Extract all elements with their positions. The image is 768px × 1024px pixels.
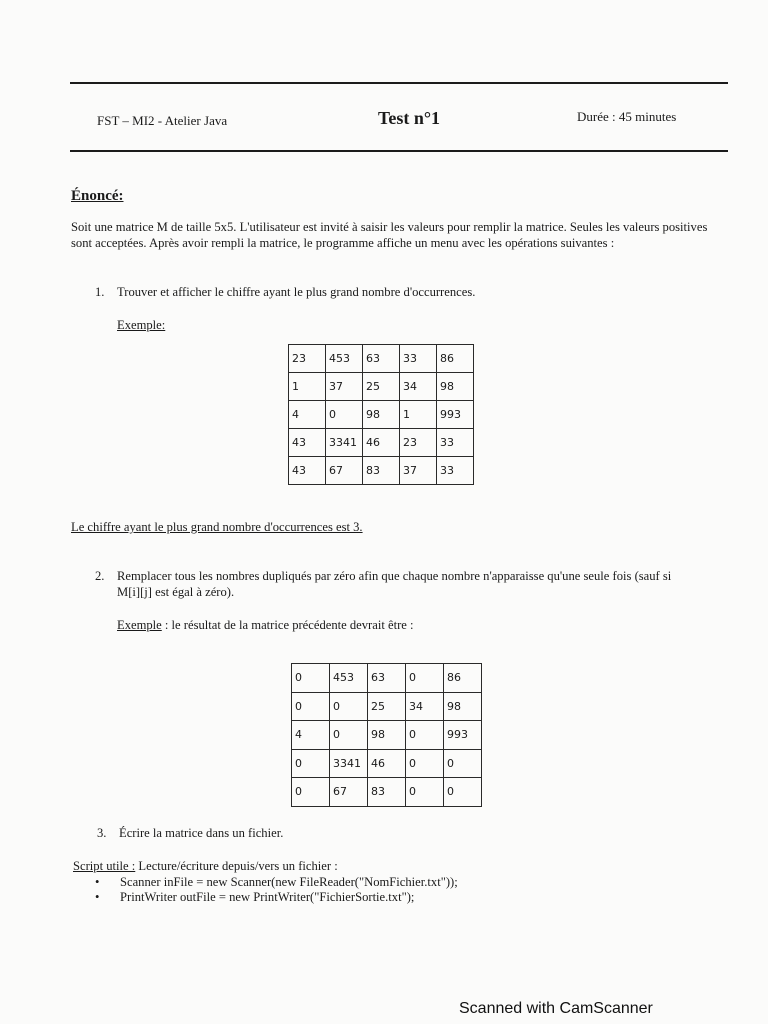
matrix-cell: 98 [444, 692, 482, 721]
code-line: PrintWriter outFile = new PrintWriter("FichierSortie.txt"); [120, 890, 415, 904]
matrix-cell: 0 [406, 749, 444, 778]
example-matrix-input [288, 344, 474, 485]
header-top-rule [70, 82, 728, 84]
matrix-cell: 43 [289, 429, 326, 457]
task-text: Remplacer tous les nombres dupliqués par zéro afin que chaque nombre n'apparaisse qu'une seule fois (sauf si M[i][j] est égal à zéro). [117, 569, 672, 599]
script-label: Script utile : [73, 859, 136, 873]
matrix-row [289, 401, 474, 429]
example-matrix-output [291, 663, 482, 807]
matrix-row [292, 749, 482, 778]
matrix-cell: 34 [406, 692, 444, 721]
matrix-cell: 43 [289, 457, 326, 485]
example-label-1: Exemple: [117, 318, 166, 332]
matrix-cell: 67 [330, 778, 368, 807]
matrix-cell: 33 [437, 429, 474, 457]
matrix-cell: 83 [363, 457, 400, 485]
matrix-row [292, 721, 482, 750]
script-heading [73, 859, 338, 874]
task-number: 2. [95, 569, 105, 583]
matrix-cell: 34 [400, 373, 437, 401]
matrix-cell: 33 [400, 345, 437, 373]
matrix-row [289, 373, 474, 401]
matrix-cell: 25 [363, 373, 400, 401]
matrix-cell: 63 [368, 664, 406, 693]
matrix-cell: 4 [292, 721, 330, 750]
matrix-cell: 0 [330, 721, 368, 750]
matrix-cell: 0 [406, 664, 444, 693]
matrix-cell: 86 [444, 664, 482, 693]
script-description: Lecture/écriture depuis/vers un fichier : [135, 859, 338, 873]
test-duration: Durée : 45 minutes [577, 109, 677, 124]
matrix-row [289, 457, 474, 485]
statement-intro: Soit une matrice M de taille 5x5. L'utilisateur est invité à saisir les valeurs pour remplir la matrice. Seules les valeurs positives sont acceptées. Après avoir rempli la matrice, le programme affiche un menu avec les opérations suivantes : [71, 220, 708, 250]
script-lines [95, 875, 458, 905]
bullet-icon: • [95, 890, 100, 904]
course-name: FST – MI2 - Atelier Java [97, 113, 228, 128]
matrix-cell: 453 [326, 345, 363, 373]
matrix-cell: 98 [437, 373, 474, 401]
matrix-cell: 37 [326, 373, 363, 401]
matrix-row [292, 778, 482, 807]
matrix-cell: 25 [368, 692, 406, 721]
task-text: Écrire la matrice dans un fichier. [119, 826, 284, 840]
statement-heading: Énoncé: [71, 188, 124, 204]
bullet-icon: • [95, 875, 100, 889]
script-line [95, 890, 458, 905]
matrix-cell: 0 [292, 778, 330, 807]
matrix-cell: 0 [444, 778, 482, 807]
matrix-cell: 37 [400, 457, 437, 485]
task-number: 3. [97, 826, 107, 840]
matrix-row [289, 429, 474, 457]
matrix-cell: 993 [437, 401, 474, 429]
matrix-cell: 3341 [330, 749, 368, 778]
matrix-cell: 98 [363, 401, 400, 429]
test-title: Test n°1 [378, 108, 441, 128]
matrix-cell: 1 [289, 373, 326, 401]
matrix-row [289, 345, 474, 373]
matrix-cell: 83 [368, 778, 406, 807]
matrix-cell: 23 [400, 429, 437, 457]
example-line-2 [117, 618, 414, 633]
matrix-cell: 0 [292, 692, 330, 721]
task-number: 1. [95, 285, 105, 299]
matrix-cell: 4 [289, 401, 326, 429]
matrix-cell: 98 [368, 721, 406, 750]
matrix-row [292, 692, 482, 721]
matrix-row [292, 664, 482, 693]
matrix-cell: 453 [330, 664, 368, 693]
example-text-2: : le résultat de la matrice précédente devrait être : [161, 618, 414, 632]
matrix-cell: 63 [363, 345, 400, 373]
matrix-cell: 86 [437, 345, 474, 373]
matrix-cell: 0 [406, 778, 444, 807]
script-line [95, 875, 458, 890]
task-1-result: Le chiffre ayant le plus grand nombre d'occurrences est 3. [71, 520, 363, 534]
matrix-cell: 0 [406, 721, 444, 750]
matrix-cell: 33 [437, 457, 474, 485]
scanner-watermark: Scanned with CamScanner [459, 1000, 653, 1017]
matrix-cell: 1 [400, 401, 437, 429]
matrix-cell: 0 [326, 401, 363, 429]
matrix-cell: 0 [292, 749, 330, 778]
matrix-cell: 3341 [326, 429, 363, 457]
code-line: Scanner inFile = new Scanner(new FileReader("NomFichier.txt")); [120, 875, 458, 889]
matrix-cell: 0 [292, 664, 330, 693]
matrix-cell: 23 [289, 345, 326, 373]
matrix-cell: 0 [330, 692, 368, 721]
header-bottom-rule [70, 150, 728, 152]
example-label-2: Exemple [117, 618, 162, 632]
matrix-cell: 0 [444, 749, 482, 778]
matrix-cell: 46 [368, 749, 406, 778]
task-text: Trouver et afficher le chiffre ayant le plus grand nombre d'occurrences. [117, 285, 476, 299]
matrix-cell: 67 [326, 457, 363, 485]
matrix-cell: 46 [363, 429, 400, 457]
matrix-cell: 993 [444, 721, 482, 750]
